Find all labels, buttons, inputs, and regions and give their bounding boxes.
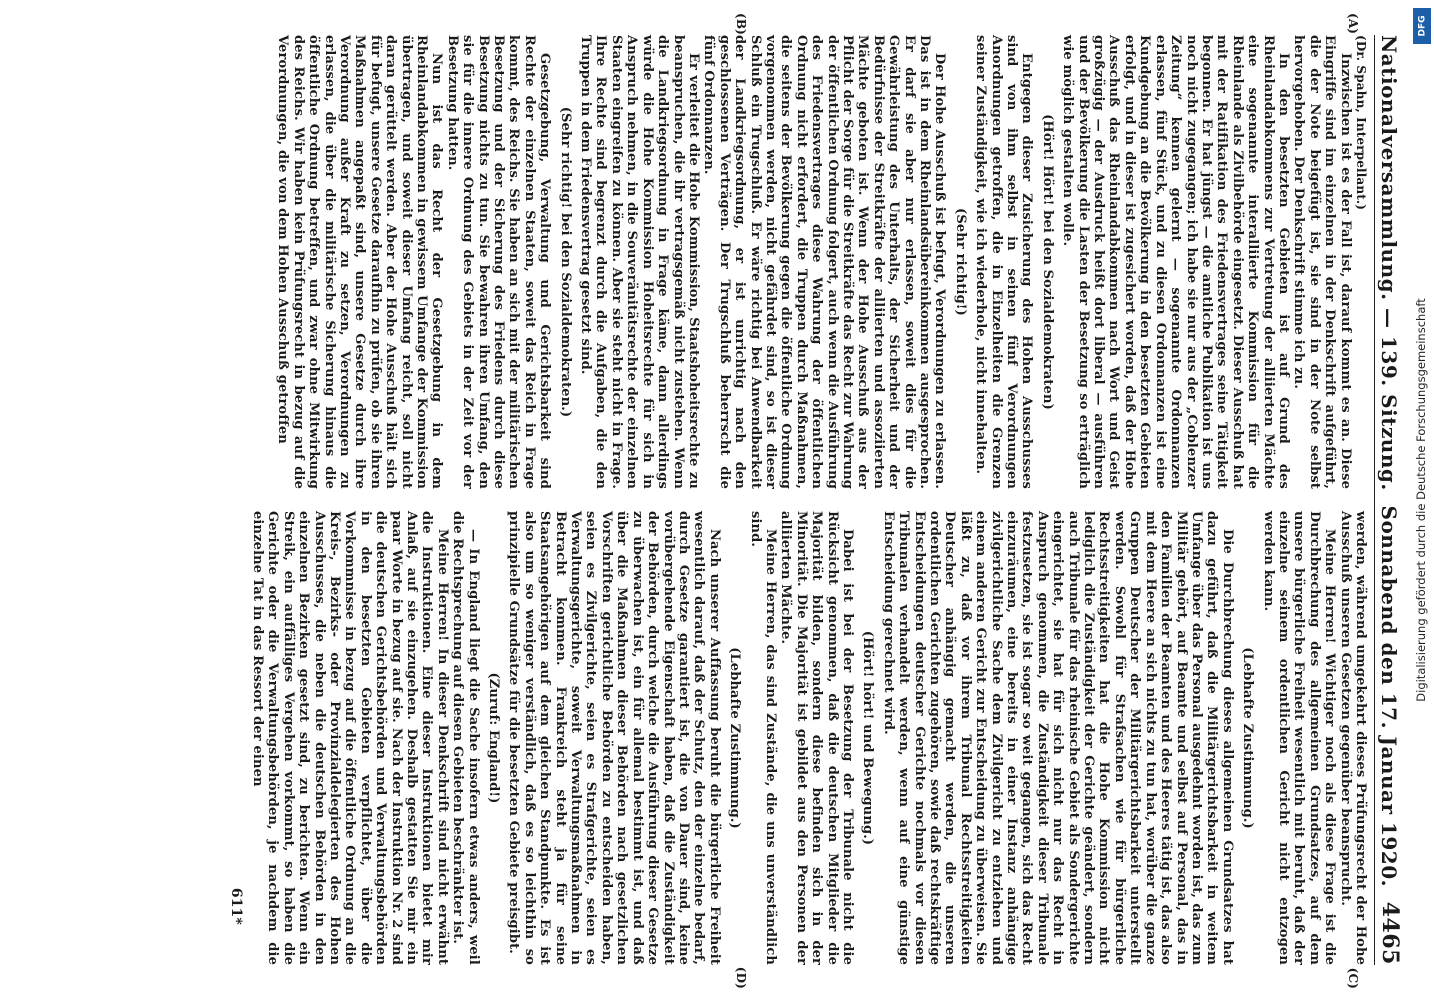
speaker-note: (Dr. Spahn, Interpellant.) [1354,35,1368,211]
margin-marker-b: (B) [734,13,748,35]
interjection: (Lebhafte Zustimmung.) [1240,647,1256,829]
interjection: (Lebhafte Zustimmung.) [727,647,743,829]
digitization-credit: Digitalisierung gefördert durch die Deutsche Forschungsgemeinschaft [1414,298,1428,702]
margin-marker-d: (D) [734,966,748,989]
interjection: (Sehr richtig!) [952,208,968,316]
paragraph: Meine Herren! In dieser Denkschrift sind nicht erwähnt die Instruktionen. Eine dieser Instruktionen bietet mir Anlaß, auf sie einzugehen. Deshalb gestatten Sie mir ein paar Worte in bezug auf sie. Nach der Instruktion Nr. 2 sind die deutschen Gerichtsbehörden und Verwaltungsbehörden in den besetzten Gebieten verpflichtet, über die Vorkommnisse in bezug auf die öffentliche Ordnung an die Kreis-, Bezirks- oder Provinzialdelegierten des Hohen Ausschusses, die neben die deutschen Behörden in den einzelnen Bezirken gesetzt sind, zu berichten. Wenn ein Streik, ein auffälliges Vergehen vorkommt, so haben die Gerichte oder die Verwaltungsbehörden, je nachdem die einzelne Tat in das Ressort der einen [249,511,450,965]
signature-mark: 611* [227,887,244,925]
margin-marker-a: (A) [1346,13,1360,35]
paragraph: Meine Herren, das sind Zustände, die uns unverständlich sind. [747,511,778,965]
paragraph: Dabei ist bei der Besetzung der Tribunale nicht die Rücksicht genommen, daß die deutschen Mitglieder die Majorität bilden, sondern diese befinden sich in der Minorität. Die Majorität ist gebildet aus den Personen der alliierten Mächte. [778,511,855,965]
paragraph: Nach unserer Auffassung beruht die bürgerliche Freiheit wesentlich darauf, daß der Schutz, den der einzelne bedarf, durch Gesetze garantiert ist, die von Dauer sind, keine vorübergehende Eigenschaft haben, daß die Zuständigkeit der Behörden, durch welche die Ausführung dieser Gesetze zu überwachen ist, ein für allemal bestimmt ist, und daß über die Maßnahmen dieser Behörden nach gesetzlichen Vorschriften gerichtliche Behörden zu entscheiden haben, seien es Zivilgerichte, seien es Strafgerichte, seien es Verwaltungsgerichte, soweit Verwaltungsmaßnahmen in Betracht kommen. Frankreich steht ja für seine Staatsangehörigen auf dem gleichen Standpunkte. Es ist also um so weniger verständlich, daß es so leichthin so prinzipielle Grundsätze für die besetzten Gebiete preisgibt. [506,511,722,965]
interjection: (Sehr richtig! bei den Sozialdemokraten.) [557,106,573,418]
margin-marker-c: (C) [1346,967,1360,989]
paragraph: Nun ist das Recht der Gesetzgebung in dem Rheinlandabkommen in gewissem Umfange der Kommission übertragen, und soweit dieser Umfang reicht, soll nicht daran gerüttelt werden. Aber der Hohe Ausschuß hält sich für befugt, unsere Gesetze daraufhin zu prüfen, ob sie ihren Maßnahmen angepaßt sind, unsere Gesetze durch ihre Verordnung außer Kraft zu setzen, Verordnungen zu erlassen, die über die militärische Sicherung hinaus die öffentliche Ordnung betreffen, und zwar ohne Mitwirkung des Reichs. Wir haben kein Prüfungsrecht in bezug auf die Verordnungen, die von dem Hohen Ausschuß getroffen [275,35,445,489]
paragraph: — In England liegt die Sache insofern etwas anders, weil die Rechtsprechung auf diesen Gebieten beschränkter ist. [450,511,481,965]
paragraph: Der Hohe Ausschuß ist befugt, Verordnungen zu erlassen. Das ist in dem Rheinlandsübereinkommen ausgesprochen. Er darf sie aber nur erlassen, soweit dies für die Gewährleistung des Unterhalts, der Sicherheit und der Bedürfnisse der Streitkräfte der alliierten und assoziierten Mächte geboten ist. Wenn der Hohe Ausschuß aus der Pflicht der Sorge für die Streitkräfte das Recht zur Wahrung der öffentlichen Ordnung folgert, auch wenn die Ausführung des Friedensvertrages diese Wahrung der öffentlichen Ordnung nicht erfordert, die Truppen durch Maßnahmen, die seitens der Bevölkerung gegen die öffentliche Ordnung vorgenommen werden, nicht gefährdet sind, so ist dieser Schluß ein Trugschluß. Er wäre richtig bei Anwendbarkeit der Landkriegsordnung, er ist unrichtig nach den geschlossenen Verträgen. Der Trugschluß beherrscht die fünf Ordonnanzen. [701,35,948,489]
page-number: 4465 [1377,901,1403,965]
paragraph: In den besetzten Gebieten ist auf Grund des Rheinlandabkommens zur Vertretung der alliierten Mächte eine sogenannte interalliierte Kommission für die Rheinlande als Zivilbehörde eingesetzt. Dieser Ausschuß hat mit der Ratifikation des Friedensvertrages seine Tätigkeit begonnen. Er hat jüngst — die amtliche Publikation ist uns noch nicht zugegangen; ich habe sie nur aus der „Coblenzer Zeitung“ kennen gelernt — sogenannte Ordonnanzen erlassen, fünf Stück, und zu diesen Ordonnanzen ist eine Kundgebung an die Bevölkerung in den besetzten Gebieten erfolgt, und in dieser ist zugesichert worden, daß der Hohe Ausschuß das Rheinlandabkommen nach Wort und Geist großzügig — der Ausdruck heißt dort liberal — ausführen und der Bevölkerung die Lasten der Besetzung so erträglich wie möglich gestalten wolle. [1060,35,1291,489]
paragraph: werden, während umgekehrt dieses Prüfungsrecht der Hohe Ausschuß unseren Gesetzen gegenüber beansprucht. [1337,511,1368,965]
text-columns [227,13,1368,989]
interjection: (Hört! Hört! bei den Sozialdemokraten) [1039,114,1055,410]
paragraph: Inzwischen ist es der Fall ist, darauf kommt es an. Diese Eingriffe sind im einzelnen in der Denkschrift aufgeführt, die der Note beigefügt ist, sie sind in der Note selbst hervorgehoben. Der Denkschrift stimme ich zu. [1291,35,1353,489]
right-column [227,511,1368,989]
left-column [250,13,1368,489]
paragraph: Er verleitet die Hohe Kommission, Staatshoheitsrechte zu beanspruchen, die ihr vertragsgemäß nicht zustehen. Wenn die Landkriegsordnung in Frage käme, dann allerdings würde die Hohe Kommission Hoheitsrechte für sich in Anspruch nehmen, in die Souveränitätsrechte der einzelnen Staaten eingreifen zu können. Aber sie steht nicht in Frage. Ihre Rechte sind begrenzt durch die Aufgaben, die den Truppen in dem Friedensvertrag gesetzt sind. [578,35,701,489]
header-date: Sonnabend den 17. Januar 1920. [1377,505,1401,888]
dfg-logo [1413,8,1431,44]
interjection: (Hört! hört! und Bewegung.) [860,630,876,846]
paragraph: Entgegen dieser Zusicherung des Hohen Ausschusses sind von ihm selbst in seinen fünf Verordnungen Anordnungen getroffen, die in Einzelheiten die Grenzen seiner Zuständigkeit, wie ich wiederhole, nicht innehalten. [973,35,1035,489]
rotated-page [27,13,1407,989]
interjection: (Zuruf: England!) [486,672,502,804]
dfg-logo-text: DFG [1417,15,1428,37]
paragraph: Die Durchbrechung dieses allgemeinen Grundsatzes hat dazu geführt, daß die Militärgerichtsbarkeit in weitem Umfange über das Personal ausgedehnt worden ist, das zum Militär gehört, auf Beamte und selbst auf Personal, das in den Familien der Beamten und des Heeres tätig ist, das also mit dem Heere an sich nichts zu tun hat, worüber die ganze Gruppen Deutscher der Militärgerichtsbarkeit unterstellt werden. Sowohl für Strafsachen wie für bürgerliche Rechtsstreitigkeiten hat die Hohe Kommission nicht lediglich die Zuständigkeit der Gerichte geändert, sondern auch Tribunale für das rheinische Gebiet als Sondergerichte eingerichtet, sie hat für sich nicht nur das Recht in Anspruch genommen, die Zuständigkeit dieser Tribunale festzusetzen, sie ist sogar so weit gegangen, sich das Recht einzuräumen, eine bereits in einer Instanz anhängige zivilgerichtliche Sache dem Zivilgericht zu entziehen und einem anderen Gericht zur Entscheidung zu überweisen. Sie läßt zu, daß vor ihrem Tribunal Rechtsstreitigkeiten Deutscher anhängig gemacht werden, die unseren ordentlichen Gerichten zugehören, sowie daß rechtskräftige Entscheidungen deutscher Gerichte nochmals vor diesen Tribunalen verhandelt werden, wenn auf eine günstige Entscheidung gerechnet wird. [880,511,1235,965]
paragraph: Gesetzgebung, Verwaltung und Gerichtsbarkeit sind Rechte der einzelnen Staaten, soweit das Reich in Frage kommt, des Reichs. Sie haben an sich mit der militärischen Besetzung und der Sicherung des Friedens durch diese Besetzung nichts zu tun. Sie bewahren ihren Umfang, den sie für die innere Ordnung des Gebiets in der Zeit vor der Besetzung hatten. [444,35,553,489]
header-left: Nationalversammlung. — 139. Sitzung. [1377,35,1401,491]
paragraph: Meine Herren! Wichtiger noch als diese Frage ist die Durchbrechung des allgemeinen Grundsatzes, auf dem unsere bürgerliche Freiheit wesentlich mit beruht, daß der einzelne seinem ordentlichen Gericht nicht entzogen werden kann. [1260,511,1338,965]
page-header [1374,35,1407,965]
